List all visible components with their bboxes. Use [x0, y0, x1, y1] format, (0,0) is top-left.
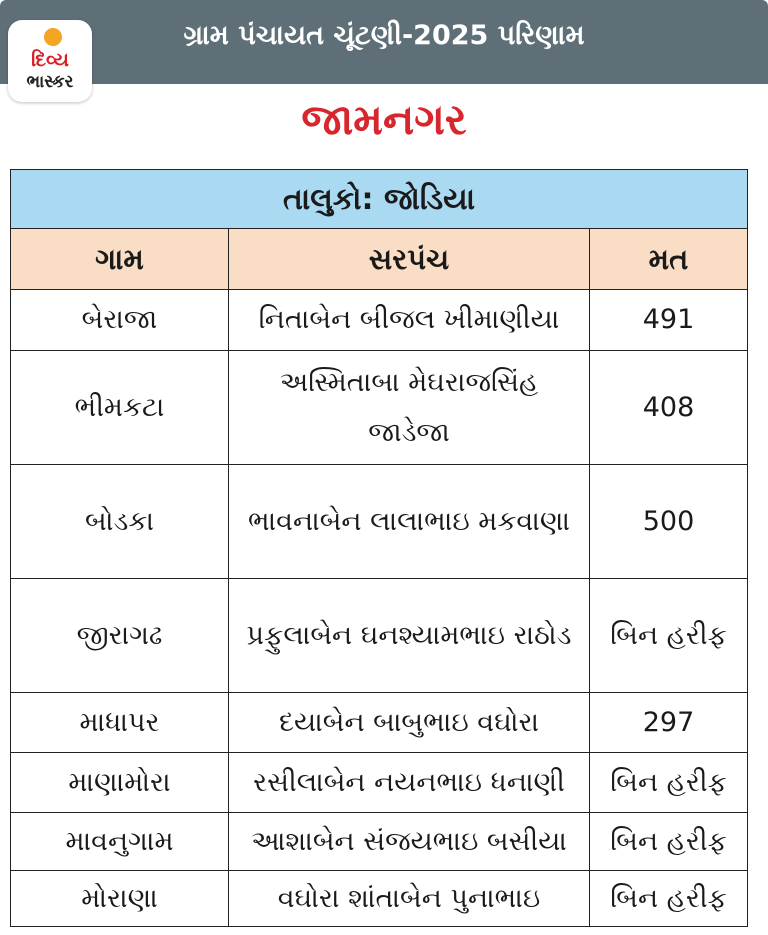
- table-row: [11, 693, 748, 753]
- village-cell: માધાપર: [11, 693, 229, 753]
- votes-cell: બિન હરીફ: [590, 813, 748, 871]
- results-table: [10, 169, 748, 927]
- village-cell: માણામોરા: [11, 753, 229, 813]
- table-row: [11, 290, 748, 351]
- village-cell: બેરાજા: [11, 290, 229, 351]
- village-cell: મોરાણા: [11, 871, 229, 927]
- table-row: [11, 579, 748, 693]
- column-header-row: [11, 229, 748, 290]
- table-row: [11, 753, 748, 813]
- village-cell: માવનુગામ: [11, 813, 229, 871]
- votes-cell: બિન હરીફ: [590, 579, 748, 693]
- village-cell: બોડકા: [11, 465, 229, 579]
- sun-icon: [44, 28, 62, 46]
- village-cell: ભીમકટા: [11, 351, 229, 465]
- votes-cell: 297: [590, 693, 748, 753]
- sarpanch-cell: વઘોરા શાંતાબેન પુનાભાઇ: [229, 871, 590, 927]
- table-row: [11, 813, 748, 871]
- table-row: [11, 871, 748, 927]
- divya-bhaskar-logo: [8, 20, 92, 102]
- sarpanch-cell: દયાબેન બાબુભાઇ વઘોરા: [229, 693, 590, 753]
- header-bar: [0, 0, 768, 84]
- votes-cell: 500: [590, 465, 748, 579]
- sarpanch-cell: પ્રફુલાબેન ઘનશ્યામભાઇ રાઠોડ: [229, 579, 590, 693]
- table-row: [11, 351, 748, 465]
- header-title: ગ્રામ પંચાયત ચૂંટણી-2025 પરિણામ: [183, 20, 585, 51]
- sarpanch-cell: ભાવનાબેન લાલાભાઇ મકવાણા: [229, 465, 590, 579]
- column-header-votes: મત: [590, 229, 748, 290]
- district-title: જામનગર: [301, 95, 467, 144]
- logo-line-1: દિવ્ય: [31, 49, 69, 71]
- logo-line-2: ભાસ્કર: [26, 72, 74, 92]
- table-row: [11, 465, 748, 579]
- taluka-heading: તાલુકો: જોડિયા: [11, 170, 748, 229]
- votes-cell: 491: [590, 290, 748, 351]
- village-cell: જીરાગઢ: [11, 579, 229, 693]
- votes-cell: બિન હરીફ: [590, 753, 748, 813]
- sarpanch-cell: અસ્મિતાબા મેઘરાજસિંહ જાડેજા: [229, 351, 590, 465]
- sarpanch-cell: નિતાબેન બીજલ ખીમાણીયા: [229, 290, 590, 351]
- votes-cell: બિન હરીફ: [590, 871, 748, 927]
- sarpanch-cell: રસીલાબેન નયનભાઇ ધનાણી: [229, 753, 590, 813]
- column-header-village: ગામ: [11, 229, 229, 290]
- taluka-row: [11, 170, 748, 229]
- sarpanch-cell: આશાબેન સંજયભાઇ બસીયા: [229, 813, 590, 871]
- votes-cell: 408: [590, 351, 748, 465]
- column-header-sarpanch: સરપંચ: [229, 229, 590, 290]
